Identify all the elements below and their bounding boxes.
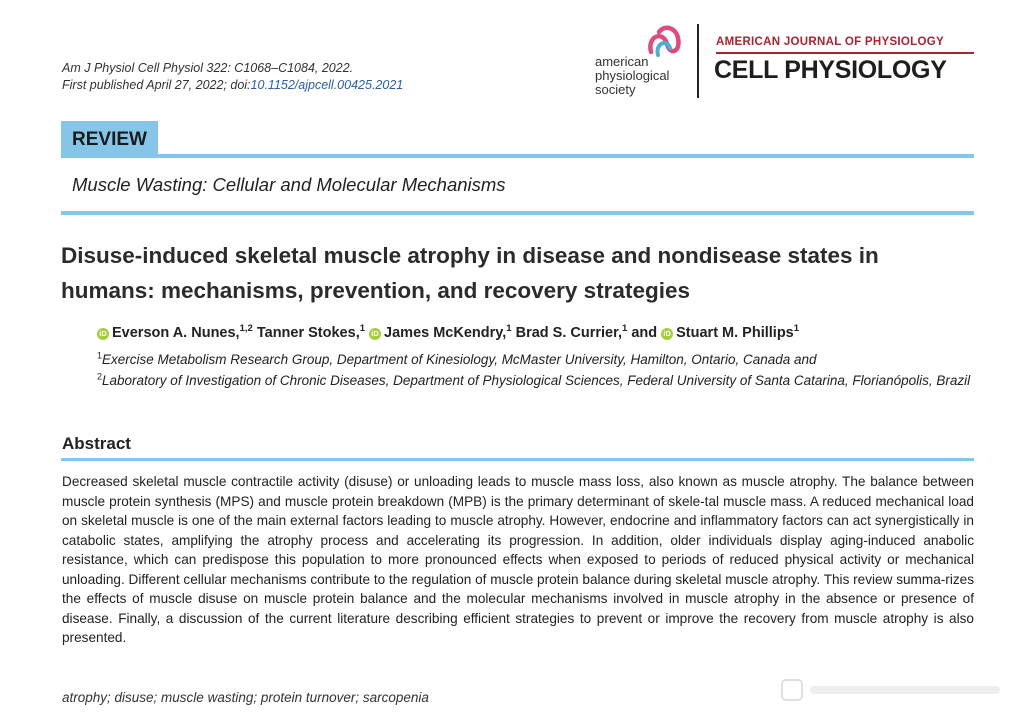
orcid-icon[interactable]: iD bbox=[369, 328, 381, 340]
author-affiliation-marker: 1 bbox=[506, 323, 512, 335]
author-affiliation-marker: 1 bbox=[793, 323, 800, 335]
author-affiliation-marker: 1 bbox=[621, 323, 628, 335]
author-affiliation-marker: 1 bbox=[359, 323, 366, 335]
keywords: atrophy; disuse; muscle wasting; protein turnover; sarcopenia bbox=[62, 690, 429, 705]
author-name: Tanner Stokes, bbox=[256, 325, 360, 341]
author-affiliation-marker: 1,2 bbox=[239, 323, 253, 335]
watermark-mark bbox=[780, 678, 1010, 704]
section-rule-bottom bbox=[61, 211, 974, 215]
citation-line-1: Am J Physiol Cell Physiol 322: C1068–C1084, 2022. bbox=[62, 61, 354, 75]
abstract-heading: Abstract bbox=[62, 434, 131, 453]
journal-title-rule bbox=[716, 52, 974, 54]
affiliations bbox=[97, 349, 977, 391]
first-published-text: First published April 27, 2022; doi: bbox=[62, 78, 251, 92]
section-rule-top bbox=[61, 154, 974, 158]
author-name: James McKendry, bbox=[384, 325, 507, 341]
affiliation-number: 1 bbox=[97, 350, 103, 361]
orcid-icon[interactable]: iD bbox=[661, 328, 673, 340]
author-name: Stuart M. Phillips bbox=[676, 325, 794, 341]
section-heading: Muscle Wasting: Cellular and Molecular Mechanisms bbox=[72, 174, 506, 195]
affiliation-item bbox=[97, 370, 977, 391]
affiliation-item bbox=[97, 349, 977, 370]
logo-divider bbox=[697, 24, 699, 98]
author-conjunction: and bbox=[631, 325, 658, 341]
doi-link[interactable]: 10.1152/ajpcell.00425.2021 bbox=[250, 78, 404, 92]
author-list bbox=[97, 325, 799, 341]
journal-series-name: AMERICAN JOURNAL OF PHYSIOLOGY bbox=[716, 36, 944, 48]
society-line-3: society bbox=[595, 82, 636, 97]
aps-society-name bbox=[595, 55, 669, 97]
article-title: Disuse-induced skeletal muscle atrophy in disease and nondisease states in humans: mechanisms, prevention, and recovery strategies bbox=[61, 243, 879, 303]
abstract-rule bbox=[61, 458, 974, 461]
society-line-2: physiological bbox=[595, 68, 670, 83]
affiliation-text: Laboratory of Investigation of Chronic Diseases, Department of Physiological Sciences, Federal University of Santa Catarina, Florianópolis, Brazil bbox=[102, 373, 971, 388]
article-type-label: REVIEW bbox=[61, 121, 158, 158]
affiliation-text: Exercise Metabolism Research Group, Department of Kinesiology, McMaster University, Hamilton, Ontario, Canada and bbox=[102, 352, 817, 367]
citation-line-2 bbox=[62, 77, 403, 94]
society-line-1: american bbox=[595, 54, 649, 69]
abstract-text: Decreased skeletal muscle contractile activity (disuse) or unloading leads to muscle mass loss, also known as muscle atrophy. The balance between muscle protein synthesis (MPS) and muscle protein breakdown (MPB) is the primary determinant of skele-tal muscle mass. A reduced mechanical load on skeletal muscle is one of the main external factors leading to muscle atrophy. However, endocrine and inflammatory factors can act synergistically in catabolic states, amplifying the atrophy process and accelerating its progression. In addition, older individuals display aging-induced anabolic resistance, which can predispose this population to more pronounced effects when exposed to periods of reduced physical activity or mechanical unloading. Different cellular mechanisms contribute to the regulation of muscle protein balance during skeletal muscle atrophy. This review summa-rizes the effects of muscle disuse on muscle protein balance and the molecular mechanisms involved in muscle atrophy in the absence or presence of disease. Finally, a discussion of the current literature describing efficient strategies to prevent or improve the recovery from muscle atrophy is also presented. bbox=[62, 474, 974, 645]
author-name: Brad S. Currier, bbox=[515, 325, 622, 341]
orcid-icon[interactable]: iD bbox=[97, 328, 109, 340]
author-name: Everson A. Nunes, bbox=[112, 325, 240, 341]
journal-title: CELL PHYSIOLOGY bbox=[714, 56, 947, 84]
citation bbox=[62, 60, 403, 94]
affiliation-number: 2 bbox=[97, 371, 103, 382]
aps-logo bbox=[595, 22, 690, 100]
